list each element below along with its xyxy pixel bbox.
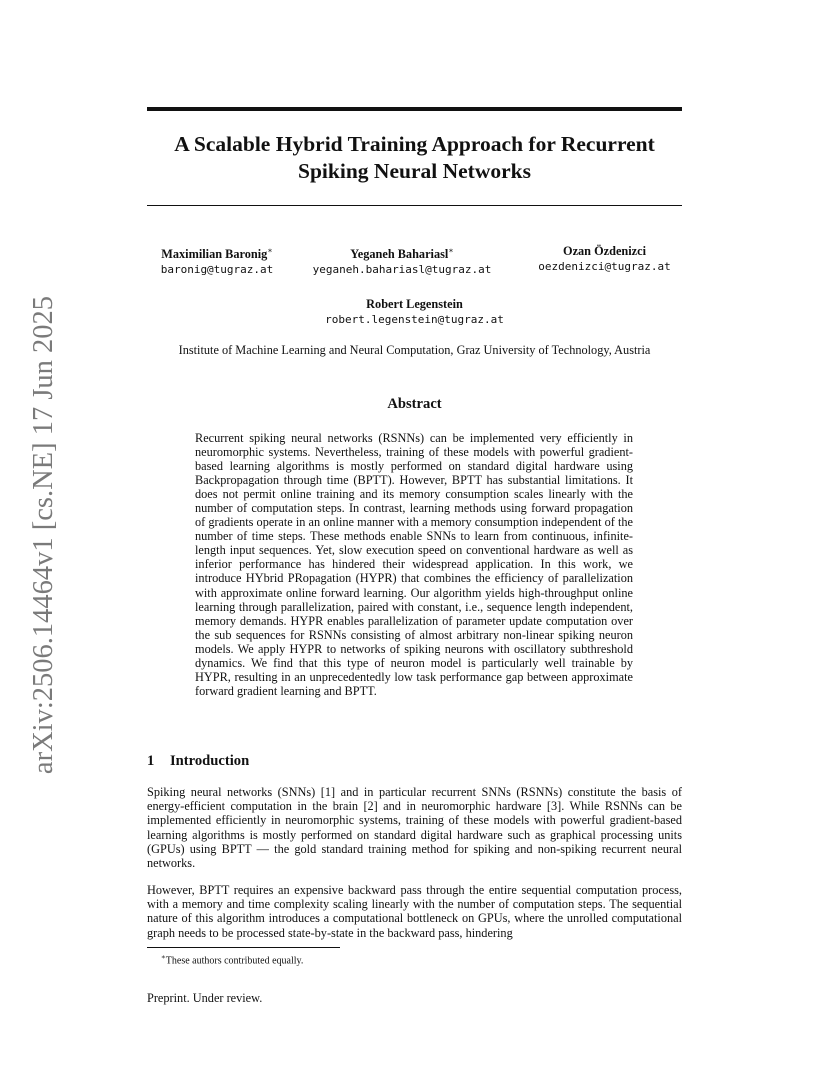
intro-paragraph-2: However, BPTT requires an expensive backward pass through the entire sequential computation process, with a memory and time complexity scaling linearly with the number of computation steps. The sequential nature of this algorithm introduces a computational bottleneck on GPUs, where the unrolled computational graph needs to be processed state-by-state in the backward pass, hindering (147, 883, 682, 940)
equal-contribution-mark: ∗ (448, 246, 454, 255)
author-email: robert.legenstein@tugraz.at (325, 313, 504, 326)
affiliation: Institute of Machine Learning and Neural Computation, Graz University of Technology, Austria (178, 343, 651, 357)
author-2 (297, 243, 507, 278)
intro-paragraph-1: Spiking neural networks (SNNs) [1] and in particular recurrent SNNs (RSNNs) constitute the basis of energy-efficient computation in the brain [2] and in neuromorphic hardware [3]. While RSNNs can be implemented efficiently in neuromorphic systems, training of these models with powerful gradient-based learning algorithms is mostly performed on standard digital hardware such as graphical processing units (GPUs) using BPTT — the gold standard training method for spiking and non-spiking recurrent neural networks. (147, 785, 682, 871)
paper-title: A Scalable Hybrid Training Approach for Recurrent Spiking Neural Networks (174, 132, 655, 183)
abstract-text: Recurrent spiking neural networks (RSNNs) can be implemented very efficiently in neuromorphic systems. Nevertheless, training of these models with powerful gradient-based learning algorithms is mostly performed on standard digital hardware using Backpropagation through time (BPTT). However, BPTT has substantial limitations. It does not permit online training and its memory consumption scales linearly with the number of computation steps. In contrast, learning methods using forward propagation of gradients operate in an online manner with a memory consumption independent of the number of time steps. These methods enable SNNs to learn from continuous, infinite-length input sequences. Yet, slow execution speed on conventional hardware as well as inferior performance has hindered their widespread application. In this work, we introduce HYbrid PRopagation (HYPR) that combines the efficiency of parallelization with approximate online forward learning. Our algorithm yields high-throughput online learning through parallelization, paired with constant, i.e., sequence length independent, memory demands. HYPR enables parallelization of parameter update computation over the sub sequences for RSNNs consisting of almost arbitrary non-linear spiking neuron models. We apply HYPR to networks of spiking neurons with oscillatory subthreshold dynamics. We find that this type of neuron model is particularly well trainable by HYPR, resulting in an unprecedentedly low task performance gap between approximate forward gradient learning and BPTT. (195, 431, 633, 698)
arxiv-identifier-stamp: arXiv:2506.14464v1 [cs.NE] 17 Jun 2025 (28, 295, 59, 775)
equal-contribution-mark: ∗ (267, 246, 273, 255)
author-3 (517, 243, 692, 275)
author-name: Yeganeh Bahariasl (350, 247, 449, 262)
author-4 (302, 296, 527, 328)
title-bottom-rule (147, 205, 682, 206)
title-top-rule (147, 107, 682, 111)
footnote-rule (147, 947, 340, 948)
section-heading (147, 752, 249, 770)
author-email: oezdenizci@tugraz.at (538, 260, 671, 273)
author-name: Robert Legenstein (366, 297, 463, 311)
section-title: Introduction (170, 753, 250, 769)
preprint-notice: Preprint. Under review. (147, 991, 263, 1005)
author-name: Maximilian Baronig (161, 247, 268, 262)
author-1 (132, 243, 302, 278)
author-name: Ozan Özdenizci (563, 244, 646, 258)
abstract-heading: Abstract (387, 396, 442, 412)
author-email: yeganeh.bahariasl@tugraz.at (312, 263, 492, 277)
section-number: 1 (147, 753, 155, 769)
author-email: baronig@tugraz.at (160, 263, 274, 277)
footnote-text: These authors contributed equally. (165, 955, 304, 967)
footnote (161, 951, 303, 967)
footnote-mark: ∗ (161, 953, 166, 961)
